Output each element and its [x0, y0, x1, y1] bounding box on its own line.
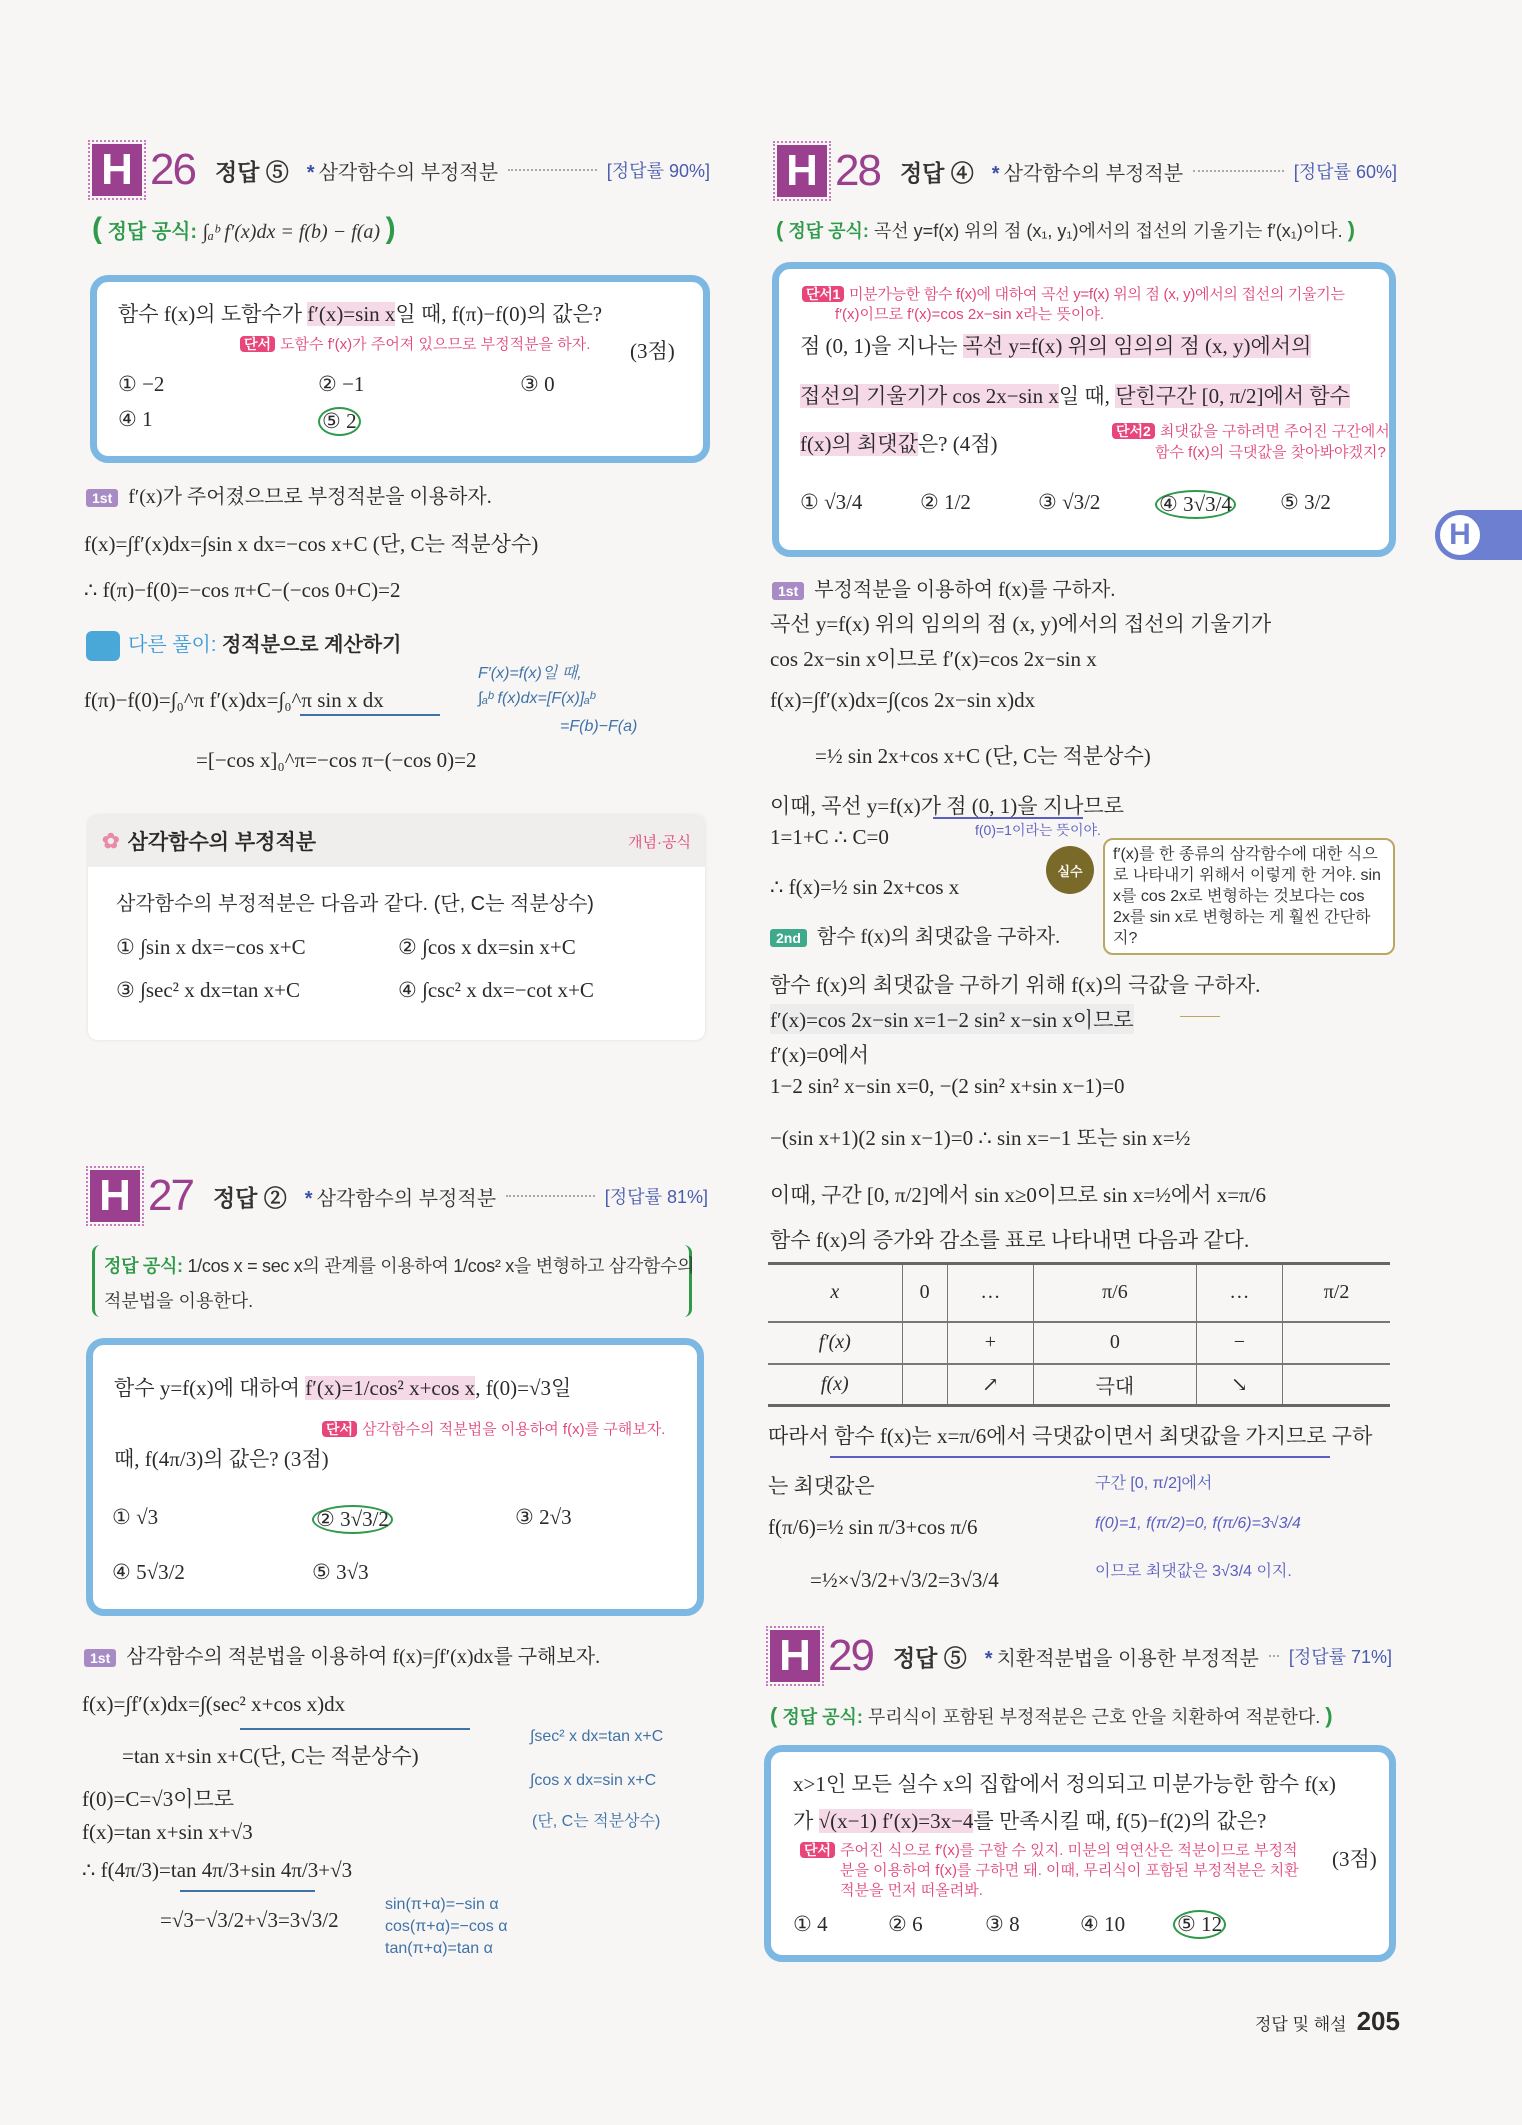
underline: [933, 817, 1083, 819]
increase-decrease-table: [768, 1262, 1390, 1407]
correct-rate: [정답률 60%]: [1293, 162, 1397, 182]
choice-4-correct[interactable]: ④ 3√3/4: [1155, 490, 1236, 519]
chapter-tab-label: H: [1437, 512, 1483, 558]
text-line: 곡선 y=f(x) 위의 임의의 점 (x, y)에서의 접선의 기울기가: [770, 612, 1272, 636]
text-line: 이때, 곡선 y=f(x)가 점 (0, 1)을 지나므로: [770, 794, 1124, 818]
question-text-cont: 때, f(4π/3)의 값은? (3점): [114, 1447, 329, 1471]
choice-3[interactable]: ③ 8: [985, 1912, 1020, 1936]
note: ∫cos x dx=sin x+C: [530, 1772, 657, 1789]
problem-29-header: [770, 1628, 1392, 1684]
concept-title: 삼각함수의 부정적분: [127, 831, 317, 854]
hint-1-cont: f′(x)이므로 f′(x)=cos 2x−sin x라는 뜻이야.: [835, 306, 1105, 323]
underline: [830, 1456, 1330, 1458]
note: =F(b)−F(a): [560, 718, 638, 735]
choice-1[interactable]: ① 4: [793, 1912, 828, 1936]
problem-number: 28: [835, 146, 880, 195]
points: (3점): [630, 339, 675, 363]
answer-formula-cont: 적분법을 이용한다.: [104, 1291, 254, 1311]
table-row: f′(x) + 0 −: [768, 1322, 1390, 1364]
underline: [300, 714, 440, 716]
step-1: 1st 부정적분을 이용하여 f(x)를 구하자.: [772, 573, 1115, 602]
question-text-cont: f(x)의 최댓값은? (4점): [800, 432, 998, 456]
choice-2[interactable]: ② 6: [888, 1912, 923, 1936]
equation: =tan x+sin x+C(단, C는 적분상수): [122, 1744, 419, 1768]
equation: ∴ f(4π/3)=tan 4π/3+sin 4π/3+√3: [82, 1858, 353, 1882]
hint-2-cont: 함수 f(x)의 극댓값을 찾아봐야겠지?: [1155, 444, 1386, 461]
correct-rate: [정답률 81%]: [604, 1187, 708, 1207]
text-line: f′(x)=cos 2x−sin x=1−2 sin² x−sin x이므로: [770, 1004, 1134, 1034]
text-line: 1=1+C ∴ C=0: [770, 825, 889, 849]
equation: ∴ f(π)−f(0)=−cos π+C−(−cos 0+C)=2: [84, 578, 401, 602]
equation: =[−cos x]₀^π=−cos π−(−cos 0)=2: [196, 748, 477, 772]
answer-label: 정답 ⑤: [892, 1644, 967, 1671]
equation: f(x)=tan x+sin x+√3: [82, 1820, 253, 1844]
equation: f(x)=∫f′(x)dx=∫(sec² x+cos x)dx: [82, 1692, 346, 1716]
answer-label: 정답 ⑤: [214, 158, 289, 185]
footer-label: 정답 및 해설: [1255, 2015, 1347, 2034]
text-line: 는 최댓값은: [768, 1474, 875, 1498]
problem-number: 27: [148, 1171, 193, 1220]
hint-2: 단서2 최댓값을 구하려면 주어진 구간에서: [1112, 420, 1390, 441]
text-line: 함수 f(x)의 증가와 감소를 표로 나타내면 다음과 같다.: [770, 1228, 1250, 1252]
problem-26-header: [92, 142, 710, 198]
text-line: =½×√3/2+√3/2=3√3/4: [810, 1568, 999, 1592]
text-line: cos 2x−sin x이므로 f′(x)=cos 2x−sin x: [770, 647, 1097, 671]
topic: * 삼각함수의 부정적분: [991, 162, 1184, 185]
dotted-leader: [1193, 170, 1284, 172]
concept-item: ④ ∫csc² x dx=−cot x+C: [398, 978, 594, 1002]
equation: =√3−√3/2+√3=3√3/2: [160, 1908, 339, 1932]
points: (3점): [1332, 1847, 1377, 1871]
problem-27-header: [90, 1168, 708, 1224]
choice-5[interactable]: ⑤ 3√3: [312, 1560, 369, 1584]
choice-4[interactable]: ④ 5√3/2: [112, 1560, 185, 1584]
question-text: 함수 y=f(x)에 대하여 f′(x)=1/cos² x+cos x, f(0)=√3일: [114, 1376, 572, 1400]
table-row: x 0 … π/6 … π/2: [768, 1264, 1390, 1322]
answer-formula: ( 정답 공식: ∫ₐᵇ f′(x)dx = f(b) − f(a) ): [92, 212, 396, 245]
note: tan(π+α)=tan α: [385, 1940, 493, 1957]
h-badge: H: [777, 145, 827, 197]
note: (단, C는 적분상수): [532, 1813, 661, 1830]
question-text: 점 (0, 1)을 지나는 곡선 y=f(x) 위의 임의의 점 (x, y)에서의: [800, 334, 1312, 358]
text-line: 함수 f(x)의 최댓값을 구하기 위해 f(x)의 극값을 구하자.: [770, 973, 1261, 997]
note: 구간 [0, π/2]에서: [1095, 1475, 1213, 1492]
choice-1[interactable]: ① −2: [118, 372, 165, 396]
note: f(0)=1이라는 뜻이야.: [975, 822, 1101, 838]
note: ∫sec² x dx=tan x+C: [530, 1728, 664, 1745]
mistake-badge: 실수: [1046, 846, 1094, 894]
hint: 단서 도함수 f′(x)가 주어져 있으므로 부정적분을 하자.: [240, 333, 590, 354]
concept-intro: 삼각함수의 부정적분은 다음과 같다. (단, C는 적분상수): [116, 893, 594, 915]
concept-item: ③ ∫sec² x dx=tan x+C: [116, 978, 301, 1002]
text-line: 1−2 sin² x−sin x=0, −(2 sin² x+sin x−1)=0: [770, 1074, 1125, 1098]
correct-rate: [정답률 90%]: [606, 161, 710, 181]
note: f(0)=1, f(π/2)=0, f(π/6)=3√3/4: [1095, 1515, 1301, 1532]
page-footer: [1255, 2006, 1400, 2037]
table-row: f(x) ↗ 극대 ↘: [768, 1364, 1390, 1406]
dotted-leader: [508, 169, 597, 171]
note: 이므로 최댓값은 3√3/4 이지.: [1095, 1563, 1292, 1580]
step-2: 2nd 함수 f(x)의 최댓값을 구하자.: [770, 920, 1060, 949]
h-badge: H: [770, 1630, 820, 1682]
correct-rate: [정답률 71%]: [1288, 1647, 1393, 1667]
text-line: f′(x)=0에서: [770, 1043, 869, 1067]
equation: f(π)−f(0)=∫₀^π f′(x)dx=∫₀^π sin x dx: [84, 688, 384, 712]
problem-number: 26: [150, 145, 195, 194]
choice-4[interactable]: ④ 10: [1080, 1912, 1126, 1936]
concept-box: [88, 815, 705, 1040]
problem-28-header: [777, 143, 1397, 199]
hint-cont: 적분을 먼저 떠올려봐.: [840, 1882, 983, 1899]
text-line: ∴ f(x)=½ sin 2x+cos x: [770, 875, 960, 899]
h-badge: H: [92, 144, 142, 196]
note: F′(x)=f(x)일 때,: [478, 665, 582, 682]
answer-formula: ( 정답 공식: 곡선 y=f(x) 위의 점 (x₁, y₁)에서의 접선의 기울기는 f′(x₁)이다. ): [776, 217, 1355, 242]
choice-5-correct[interactable]: ⑤ 12: [1173, 1910, 1226, 1939]
dotted-leader: [1269, 1655, 1279, 1657]
answer-label: 정답 ②: [212, 1184, 287, 1211]
equation: f(0)=C=√3이므로: [82, 1787, 235, 1811]
choice-3[interactable]: ③ 2√3: [515, 1505, 572, 1529]
choice-4[interactable]: ④ 1: [118, 407, 153, 431]
note: sin(π+α)=−sin α: [385, 1896, 499, 1913]
underline: [240, 1728, 470, 1730]
question-text: x>1인 모든 실수 x의 집합에서 정의되고 미분가능한 함수 f(x): [793, 1772, 1336, 1796]
question-text: 함수 f(x)의 도함수가 f′(x)=sin x일 때, f(π)−f(0)의 값은?: [118, 302, 603, 326]
mistake-callout: f′(x)를 한 종류의 삼각함수에 대한 식으로 나타내기 위해서 이렇게 한 거야. sin x를 cos 2x로 변형하는 것보다는 cos 2x를 sin x로 변형하는 게 훨씬 간단하지?: [1103, 838, 1395, 955]
step-1: 1st 삼각함수의 적분법을 이용하여 f(x)=∫f′(x)dx를 구해보자.: [84, 1640, 600, 1669]
concept-item: ② ∫cos x dx=sin x+C: [398, 935, 576, 959]
question-text-cont: 접선의 기울기가 cos 2x−sin x일 때, 닫힌구간 [0, π/2]에서 함수: [800, 384, 1350, 408]
note: ∫ₐᵇ f(x)dx=[F(x)]ₐᵇ: [478, 690, 595, 707]
underline: [180, 1890, 315, 1892]
answer-formula: 정답 공식: 1/cos x = sec x의 관계를 이용하여 1/cos² x을 변형하고 삼각함수의: [104, 1256, 695, 1276]
chapter-side-tab: [1435, 510, 1522, 560]
callout-arrow: [1180, 1016, 1220, 1017]
choice-3[interactable]: ③ √3/2: [1038, 490, 1101, 514]
text-line: 따라서 함수 f(x)는 x=π/6에서 극댓값이면서 최댓값을 가지므로 구하: [768, 1424, 1373, 1448]
hint: 단서 주어진 식으로 f′(x)를 구할 수 있지. 미분의 역연산은 적분이므로 부정적 분을 이용하여 f(x)를 구하면 돼. 이때, 무리식이 포함된 부정적분은 치환 적분을 먼저 떠올려봐.: [800, 1840, 1328, 1901]
note: cos(π+α)=−cos α: [385, 1918, 508, 1935]
page-number: 205: [1356, 2006, 1400, 2036]
hint-cont: 분을 이용하여 f(x)를 구하면 돼. 이때, 무리식이 포함된 부정적분은 치환: [840, 1862, 1299, 1879]
hint: 단서 삼각함수의 적분법을 이용하여 f(x)를 구해보자.: [322, 1418, 665, 1439]
choice-5[interactable]: ⑤ 3/2: [1280, 490, 1331, 514]
choice-2[interactable]: ② −1: [318, 372, 365, 396]
question-text-cont: 가 √(x−1) f′(x)=3x−4를 만족시킬 때, f(5)−f(2)의 값은?: [793, 1809, 1267, 1833]
choice-1[interactable]: ① √3/4: [800, 490, 863, 514]
choice-2[interactable]: ② 1/2: [920, 490, 971, 514]
step-1: 1st f′(x)가 주어졌으므로 부정적분을 이용하자.: [86, 480, 492, 509]
equation: f(x)=∫f′(x)dx=∫sin x dx=−cos x+C (단, C는 적분상수): [84, 532, 539, 556]
choice-2-correct[interactable]: ② 3√3/2: [312, 1505, 393, 1534]
topic: * 삼각함수의 부정적분: [304, 1187, 497, 1210]
text-line: =½ sin 2x+cos x+C (단, C는 적분상수): [815, 744, 1151, 768]
flower-icon: ✿: [102, 829, 120, 853]
concept-tag: 개념·공식: [628, 833, 691, 851]
text-line: −(sin x+1)(2 sin x−1)=0 ∴ sin x=−1 또는 sin x=½: [770, 1126, 1191, 1150]
hint-1: 단서1 미분가능한 함수 f(x)에 대하여 곡선 y=f(x) 위의 점 (x, y)에서의 접선의 기울기는: [802, 283, 1345, 304]
text-line: f(x)=∫f′(x)dx=∫(cos 2x−sin x)dx: [770, 688, 1036, 712]
topic: * 치환적분법을 이용한 부정적분: [984, 1647, 1259, 1670]
problem-number: 29: [828, 1631, 873, 1680]
answer-label: 정답 ④: [899, 159, 974, 186]
topic: * 삼각함수의 부정적분: [306, 161, 499, 184]
choice-5-correct[interactable]: ⑤ 2: [318, 407, 361, 436]
choice-1[interactable]: ① √3: [112, 1505, 159, 1529]
alternative-solution: 다른 풀이: 정적분으로 계산하기: [86, 628, 401, 661]
answer-formula: ( 정답 공식: 무리식이 포함된 부정적분은 근호 안을 치환하여 적분한다. ): [770, 1703, 1333, 1728]
dotted-leader: [506, 1195, 595, 1197]
concept-item: ① ∫sin x dx=−cos x+C: [116, 935, 306, 959]
dice-icon: [86, 631, 120, 661]
choice-3[interactable]: ③ 0: [520, 372, 555, 396]
text-line: 이때, 구간 [0, π/2]에서 sin x≥0이므로 sin x=½에서 x=π/6: [770, 1183, 1266, 1207]
text-line: f(π/6)=½ sin π/3+cos π/6: [768, 1515, 978, 1539]
h-badge: H: [90, 1170, 140, 1222]
